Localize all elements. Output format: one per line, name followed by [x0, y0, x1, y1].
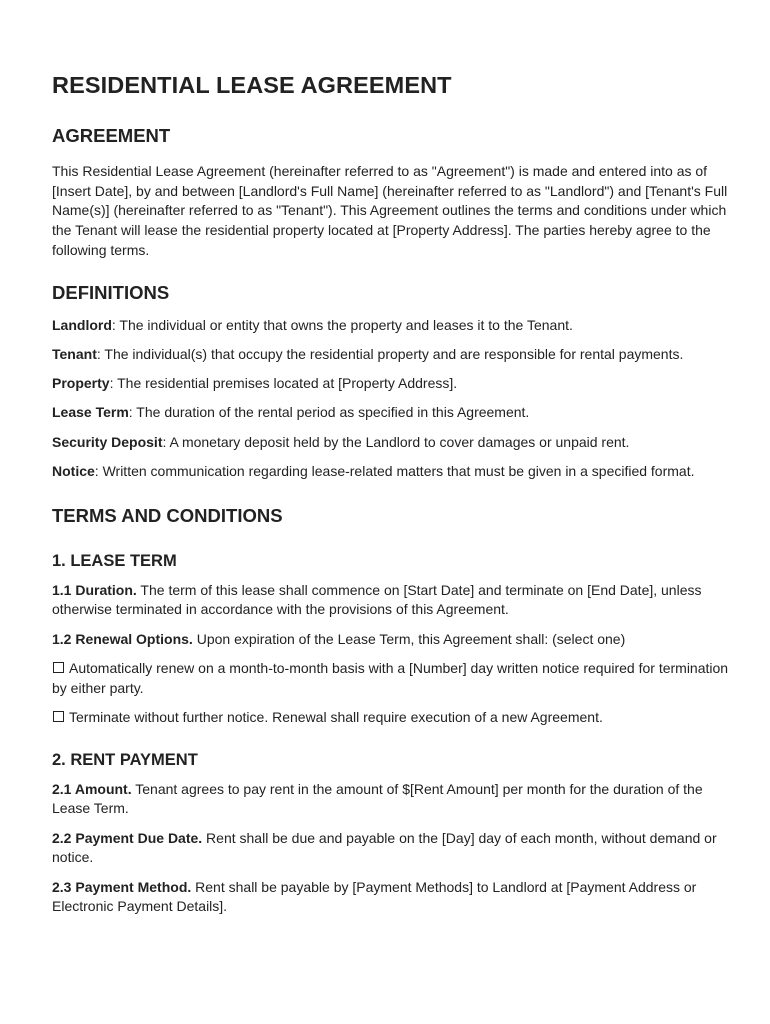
- definition-item: [52, 374, 732, 394]
- definition-item: [52, 462, 732, 482]
- definition-text: : The duration of the rental period as specified in this Agreement.: [128, 404, 530, 421]
- definition-item: [52, 433, 732, 453]
- definition-item: [52, 403, 732, 423]
- terms-heading: TERMS AND CONDITIONS: [52, 504, 283, 526]
- clause-label: 2.3 Payment Method.: [52, 878, 192, 895]
- clause-text: Upon expiration of the Lease Term, this Agreement shall: (select one): [192, 630, 626, 647]
- definition-text: : The individual or entity that owns the property and leases it to the Tenant.: [111, 316, 573, 333]
- definition-term: Property: [52, 375, 110, 392]
- document-title: RESIDENTIAL LEASE AGREEMENT: [52, 72, 452, 98]
- option-text: Terminate without further notice. Renewal shall require execution of a new Agreement.: [69, 709, 603, 725]
- clause-text: The term of this lease shall commence on [Start Date] and terminate on [End Date], unless otherwise terminated in accordance with the provisions of this Agreement.: [52, 581, 702, 618]
- clause-text: Rent shall be payable by [Payment Methods] to Landlord at [Payment Address or Electronic Payment Details].: [52, 878, 697, 915]
- definition-term: Tenant: [52, 345, 97, 362]
- lease-term-heading: 1. LEASE TERM: [52, 551, 177, 570]
- clause-label: 1.2 Renewal Options.: [52, 630, 193, 647]
- checkbox-icon[interactable]: [53, 662, 64, 673]
- agreement-body: This Residential Lease Agreement (hereinafter referred to as "Agreement") is made and entered into as of [Insert Date], by and between [Landlord's Full Name] (hereinafter referred to as "Landlord") and [Tenant's Full Name(s)] (hereinafter referred to as "Tenant"). This Agreement outlines the terms and conditions under which the Tenant will lease the residential property located at [Property Address]. The parties hereby agree to the following terms.: [52, 163, 728, 258]
- clause-text: Rent shall be due and payable on the [Day] day of each month, without demand or notice.: [52, 829, 717, 866]
- clause-duration: [52, 581, 732, 620]
- rent-payment-heading: 2. RENT PAYMENT: [52, 750, 198, 769]
- definition-text: : The residential premises located at [Property Address].: [109, 375, 458, 392]
- definition-text: : A monetary deposit held by the Landlord to cover damages or unpaid rent.: [162, 433, 630, 450]
- agreement-heading: AGREEMENT: [52, 125, 171, 146]
- checkbox-icon[interactable]: [53, 711, 64, 722]
- definition-term: Landlord: [52, 316, 112, 333]
- clause-due-date: [52, 829, 732, 868]
- clause-amount: [52, 780, 732, 819]
- definition-term: Notice: [52, 463, 95, 479]
- clause-renewal: [52, 630, 732, 650]
- definition-term: Lease Term: [52, 404, 129, 421]
- clause-label: 2.1 Amount.: [52, 780, 132, 797]
- clause-label: 2.2 Payment Due Date.: [52, 829, 203, 846]
- document-page: [52, 70, 732, 917]
- definition-text: : Written communication regarding lease-related matters that must be given in a specified format.: [94, 463, 695, 479]
- renewal-option-terminate: [52, 708, 732, 728]
- definition-item: [52, 345, 732, 365]
- option-text: Automatically renew on a month-to-month basis with a [Number] day written notice required for termination by either party.: [52, 660, 729, 696]
- definitions-heading: DEFINITIONS: [52, 281, 170, 303]
- definition-term: Security Deposit: [52, 433, 163, 450]
- definition-item: [52, 316, 732, 336]
- clause-label: 1.1 Duration.: [52, 581, 137, 598]
- definition-text: : The individual(s) that occupy the residential property and are responsible for rental payments.: [96, 345, 684, 362]
- renewal-option-auto: [52, 659, 732, 698]
- clause-payment-method: [52, 878, 732, 917]
- clause-text: Tenant agrees to pay rent in the amount of $[Rent Amount] per month for the duration of the Lease Term.: [52, 780, 703, 817]
